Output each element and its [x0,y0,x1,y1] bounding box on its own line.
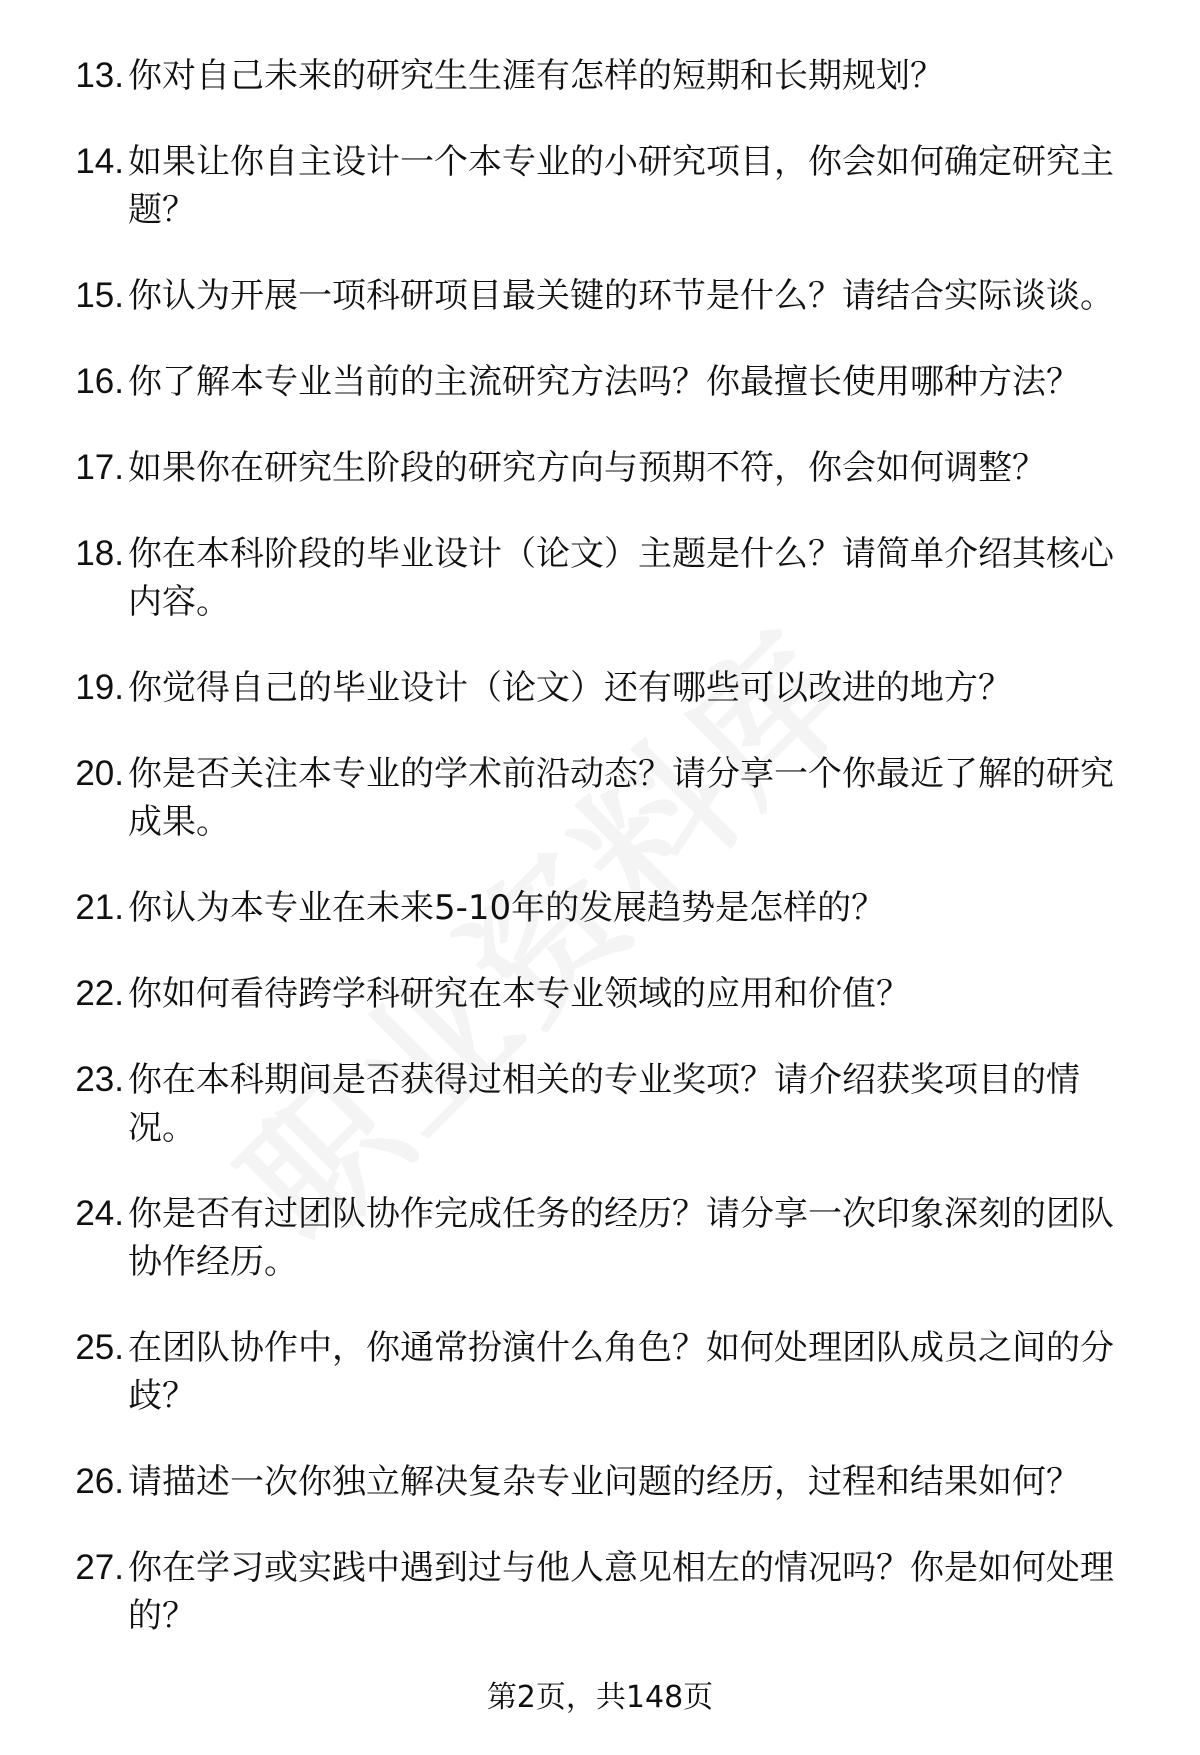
question-text: 如果你在研究生阶段的研究方向与预期不符，你会如何调整？ [128,448,1046,488]
page-footer [0,1678,1200,1718]
question-number: 13. [75,56,124,95]
question-number: 25. [75,1328,124,1367]
question-item [0,1544,1200,1640]
question-number: 27. [75,1548,124,1587]
question-text: 你在本科阶段的毕业设计（论文）主题是什么？请简单介绍其核心内容。 [128,534,1114,622]
question-text: 你了解本专业当前的主流研究方法吗？你最擅长使用哪种方法？ [128,362,1080,402]
question-item [0,444,1200,492]
question-item [0,530,1200,626]
question-text: 你觉得自己的毕业设计（论文）还有哪些可以改进的地方？ [128,668,1012,708]
question-number: 14. [75,142,124,181]
question-item [0,970,1200,1018]
question-number: 16. [75,362,124,401]
question-item [0,750,1200,846]
question-item [0,52,1200,100]
question-number: 20. [75,754,124,793]
question-text: 你在学习或实践中遇到过与他人意见相左的情况吗？你是如何处理的？ [128,1548,1114,1636]
question-text: 请描述一次你独立解决复杂专业问题的经历，过程和结果如何？ [128,1462,1080,1502]
question-item [0,1458,1200,1506]
question-item [0,272,1200,320]
question-text: 如果让你自主设计一个本专业的小研究项目，你会如何确定研究主题？ [128,142,1114,230]
question-item [0,1190,1200,1286]
question-text: 在团队协作中，你通常扮演什么角色？如何处理团队成员之间的分歧？ [128,1328,1114,1416]
question-item [0,1056,1200,1152]
question-text: 你认为本专业在未来5-10年的发展趋势是怎样的？ [128,888,886,928]
question-number: 19. [75,668,124,707]
question-text: 你对自己未来的研究生生涯有怎样的短期和长期规划？ [128,56,944,96]
question-text: 你如何看待跨学科研究在本专业领域的应用和价值？ [128,974,910,1014]
question-item [0,1324,1200,1420]
question-item [0,358,1200,406]
question-number: 22. [75,974,124,1013]
question-number: 15. [75,276,124,315]
question-number: 24. [75,1194,124,1233]
question-number: 21. [75,888,124,927]
question-number: 18. [75,534,124,573]
question-text: 你是否关注本专业的学术前沿动态？请分享一个你最近了解的研究成果。 [128,754,1114,842]
question-text: 你是否有过团队协作完成任务的经历？请分享一次印象深刻的团队协作经历。 [128,1194,1114,1282]
question-item [0,884,1200,932]
question-number: 26. [75,1462,124,1501]
question-item [0,664,1200,712]
question-text: 你认为开展一项科研项目最关键的环节是什么？请结合实际谈谈。 [128,276,1114,316]
question-text: 你在本科期间是否获得过相关的专业奖项？请介绍获奖项目的情况。 [128,1060,1080,1148]
question-list [0,52,1200,1678]
page-number-label: 第2页，共148页 [486,1680,714,1715]
question-number: 17. [75,448,124,487]
question-item [0,138,1200,234]
question-number: 23. [75,1060,124,1099]
